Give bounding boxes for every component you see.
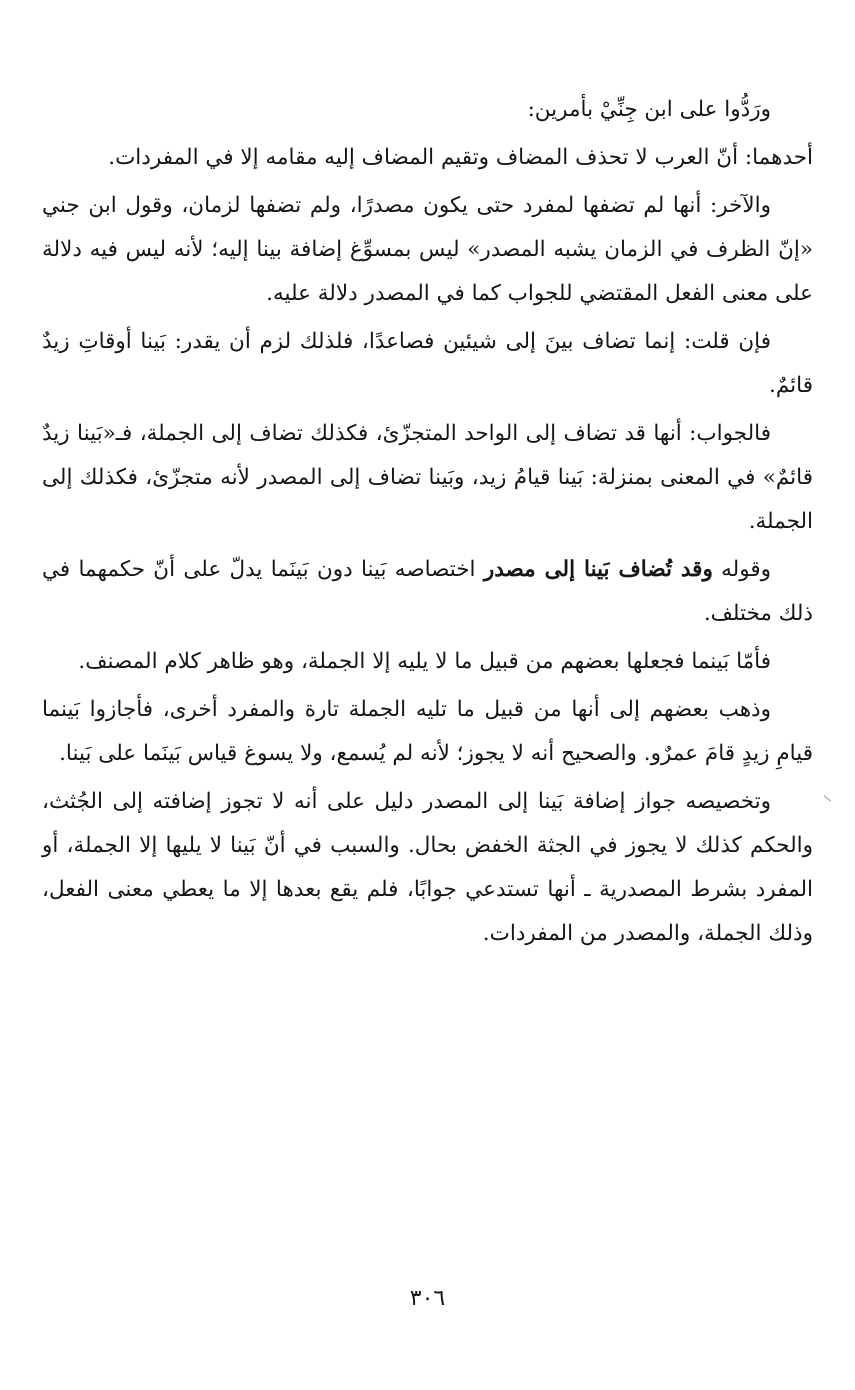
paragraph-6	[42, 548, 813, 636]
paragraph-6-lead: وقوله	[712, 557, 772, 582]
page-number: ٣٠٦	[409, 1286, 446, 1311]
paragraph-5: فالجواب: أنها قد تضاف إلى الواحد المتجزّئ، فكذلك تضاف إلى الجملة، فـ«بَينا زيدٌ قائمٌ» في المعنى بمنزلة: بَينا قيامُ زيد، وبَينا تضاف إلى المصدر لأنه متجزّئ، فكذلك إلى الجملة.	[42, 421, 813, 534]
paragraph-9: وتخصيصه جواز إضافة بَينا إلى المصدر دليل على أنه لا تجوز إضافته إلى الجُثث، والحكم كذلك لا يجوز في الجثة الخفض بحال. والسبب في أنّ بَينا لا يليها إلا الجملة، أو المفرد بشرط المصدرية ـ أنها تستدعي جوابًا، فلم يقع بعدها إلا ما يعطي معنى الفعل، وذلك الجملة، والمصدر من المفردات.	[42, 789, 813, 946]
paragraph-4: فإن قلت: إنما تضاف بينَ إلى شيئين فصاعدًا، فلذلك لزم أن يقدر: بَينا أوقاتِ زيدٌ قائمٌ.	[42, 329, 813, 398]
paragraph-6-rest: اختصاصه بَينا دون بَينَما يدلّ على أنّ حكمهما في ذلك مختلف.	[42, 557, 813, 626]
paragraph-7: فأمّا بَينما فجعلها بعضهم من قبيل ما لا يليه إلا الجملة، وهو ظاهر كلام المصنف.	[78, 649, 771, 674]
quoted-text-bold: وقد تُضاف بَينا إلى مصدر	[483, 557, 713, 582]
paragraph-3: والآخر: أنها لم تضفها لمفرد حتى يكون مصدرًا، ولم تضفها لزمان، وقول ابن جني «إنّ الظرف في الزمان يشبه المصدر» ليس بمسوِّغ إضافة بينا إليه؛ لأنه ليس فيه دلالة على معنى الفعل المقتضي للجواب كما في المصدر دلالة عليه.	[42, 193, 813, 306]
paragraph-2: أحدهما: أنّ العرب لا تحذف المضاف وتقيم المضاف إليه مقامه إلا في المفردات.	[108, 145, 813, 170]
paragraph-1: ورَدُّوا على ابن جِنِّيْ بأمرين:	[527, 97, 771, 122]
paragraph-8: وذهب بعضهم إلى أنها من قبيل ما تليه الجملة تارة والمفرد أخرى، فأجازوا بَينما قيامِ زيدٍ قامَ عمرٌو. والصحيح أنه لا يجوز؛ لأنه لم يُسمع، ولا يسوغ قياس بَينَما على بَينا.	[42, 697, 813, 766]
